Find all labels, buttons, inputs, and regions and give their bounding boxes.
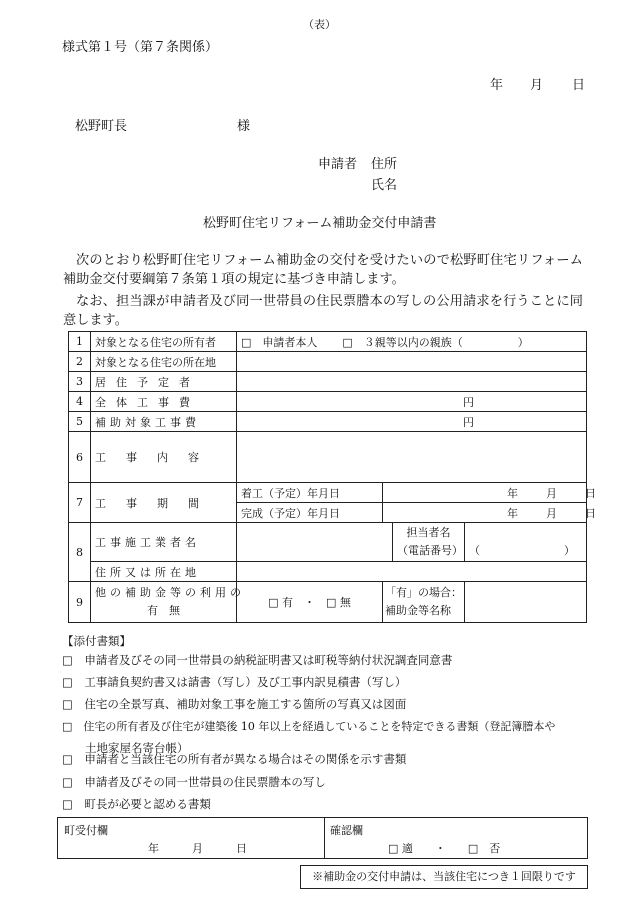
phone-field[interactable] — [465, 523, 587, 562]
contractor-address-label: 住所又は所在地 — [91, 562, 237, 582]
reception-date[interactable]: 年 月 日 — [148, 842, 247, 855]
phone-close-paren: ） — [564, 544, 575, 557]
attachment-item[interactable]: □ 工事請負契約書又は請書（写し）及び工事内訳見積書（写し） — [62, 675, 407, 689]
day-label: 日 — [585, 486, 596, 500]
date-day: 日 — [572, 78, 586, 93]
work-content-label: 工事内容 — [91, 432, 237, 483]
address-label: 住所 — [371, 157, 398, 172]
contractor-field[interactable] — [237, 523, 393, 562]
period-label: 工事期間 — [91, 483, 237, 523]
row-number: 6 — [69, 432, 91, 483]
attachment-item[interactable]: □ 住宅の全景写真、補助対象工事を施工する箇所の写真又は図面 — [62, 697, 407, 711]
month-label: 月 — [546, 506, 557, 520]
eligible-cost-label: 補助対象工事費 — [91, 412, 237, 432]
row-location — [69, 352, 587, 372]
application-table — [68, 331, 596, 623]
applicant-label: 申請者 — [318, 157, 358, 172]
row-number: 2 — [69, 352, 91, 372]
year-label: 年 — [507, 506, 518, 520]
row-period-start — [69, 483, 587, 503]
attachment-item[interactable]: □ 町長が必要と認める書類 — [62, 797, 211, 811]
row-other-subsidy — [69, 582, 587, 623]
eligible-cost-field[interactable] — [237, 412, 587, 432]
owner-label: 対象となる住宅の所有者 — [91, 332, 237, 352]
name-label: 氏名 — [371, 178, 398, 193]
end-date-field[interactable] — [383, 503, 596, 523]
work-content-field[interactable] — [237, 432, 587, 483]
document-title: 松野町住宅リフォーム補助金交付申請書 — [203, 216, 437, 231]
other-subsidy-label-2: 有 無 — [147, 604, 180, 617]
form-number: 様式第１号（第７条関係） — [62, 40, 219, 55]
row-contractor-address — [69, 562, 587, 582]
row-work-content — [69, 432, 587, 483]
date-year: 年 — [490, 78, 504, 93]
office-use-box — [57, 817, 588, 859]
row-resident — [69, 372, 587, 392]
resident-field[interactable] — [237, 372, 587, 392]
row-number: 8 — [69, 523, 91, 582]
case-yes-label: 「有」の場合： — [385, 586, 462, 599]
attachment-item-continuation: 土地家屋名寄台帳） — [62, 741, 189, 755]
row-number: 5 — [69, 412, 91, 432]
subsidy-name-field[interactable] — [465, 582, 587, 623]
divider — [324, 818, 325, 858]
other-subsidy-choice[interactable]: □ 有 ・ □ 無 — [237, 582, 383, 623]
date-month: 月 — [530, 78, 544, 93]
contractor-label: 工事施工業者名 — [91, 523, 237, 562]
phone-open-paren: （ — [469, 544, 480, 557]
row-owner — [69, 332, 587, 352]
start-date-field[interactable] — [383, 483, 596, 503]
contact-person-label: 担当者名 — [406, 526, 451, 539]
front-marker: （表） — [303, 18, 336, 31]
row-number: 7 — [69, 483, 91, 523]
start-date-label: 着工（予定）年月日 — [237, 483, 383, 503]
reception-label: 町受付欄 — [64, 824, 108, 837]
row-number: 1 — [69, 332, 91, 352]
attachments-heading: 【添付書類】 — [62, 634, 131, 648]
subsidy-name-label: 補助金等名称 — [385, 604, 451, 617]
body-paragraph-2: なお、担当課が申請者及び同一世帯員の住民票謄本の写しの公用請求を行うことに同意します。 — [63, 294, 583, 328]
resident-label: 居住予定者 — [91, 372, 237, 392]
confirm-choice[interactable]: □ 適 ・ □ 否 — [388, 842, 501, 855]
row-eligible-cost — [69, 412, 587, 432]
attachment-item[interactable]: □ 申請者及びその同一世帯員の住民票謄本の写し — [62, 775, 326, 789]
row-total-cost — [69, 392, 587, 412]
day-label: 日 — [585, 506, 596, 520]
body-paragraph-1: 次のとおり松野町住宅リフォーム補助金の交付を受けたいので松野町住宅リフォーム補助金交付要綱第７条第１項の規定に基づき申請します。 — [63, 253, 583, 287]
attachment-item[interactable]: □ 申請者及びその同一世帯員の納税証明書又は町税等納付状況調査同意書 — [62, 653, 453, 667]
row-number: 4 — [69, 392, 91, 412]
confirm-label: 確認欄 — [330, 824, 363, 837]
location-field[interactable] — [237, 352, 587, 372]
location-label: 対象となる住宅の所在地 — [91, 352, 237, 372]
addressee: 松野町長 — [75, 119, 128, 134]
end-date-label: 完成（予定）年月日 — [237, 503, 383, 523]
total-cost-label: 全体工事費 — [91, 392, 237, 412]
row-number: 3 — [69, 372, 91, 392]
row-number: 9 — [69, 582, 91, 623]
honorific: 様 — [237, 119, 251, 134]
month-label: 月 — [546, 486, 557, 500]
attachment-item[interactable]: □ 申請者と当該住宅の所有者が異なる場合はその関係を示す書類 — [62, 752, 407, 766]
total-cost-field[interactable] — [237, 392, 587, 412]
year-label: 年 — [507, 486, 518, 500]
phone-label: （電話番号） — [397, 544, 463, 557]
yen-unit: 円 — [463, 415, 474, 429]
note-box: ※補助金の交付申請は、当該住宅につき１回限りです — [300, 865, 588, 889]
owner-relative-checkbox[interactable]: □ ３親等以内の親族（ ） — [342, 335, 529, 349]
other-subsidy-label: 他の補助金等の利用の — [95, 586, 245, 599]
attachment-item[interactable]: □ 住宅の所有者及び住宅が建築後 10 年以上を経過していることを特定できる書類（登記簿謄本や — [62, 720, 556, 733]
yen-unit: 円 — [463, 395, 474, 409]
row-contractor — [69, 523, 587, 562]
owner-self-checkbox[interactable]: □ 申請者本人 — [241, 335, 318, 349]
contractor-address-field[interactable] — [237, 562, 587, 582]
